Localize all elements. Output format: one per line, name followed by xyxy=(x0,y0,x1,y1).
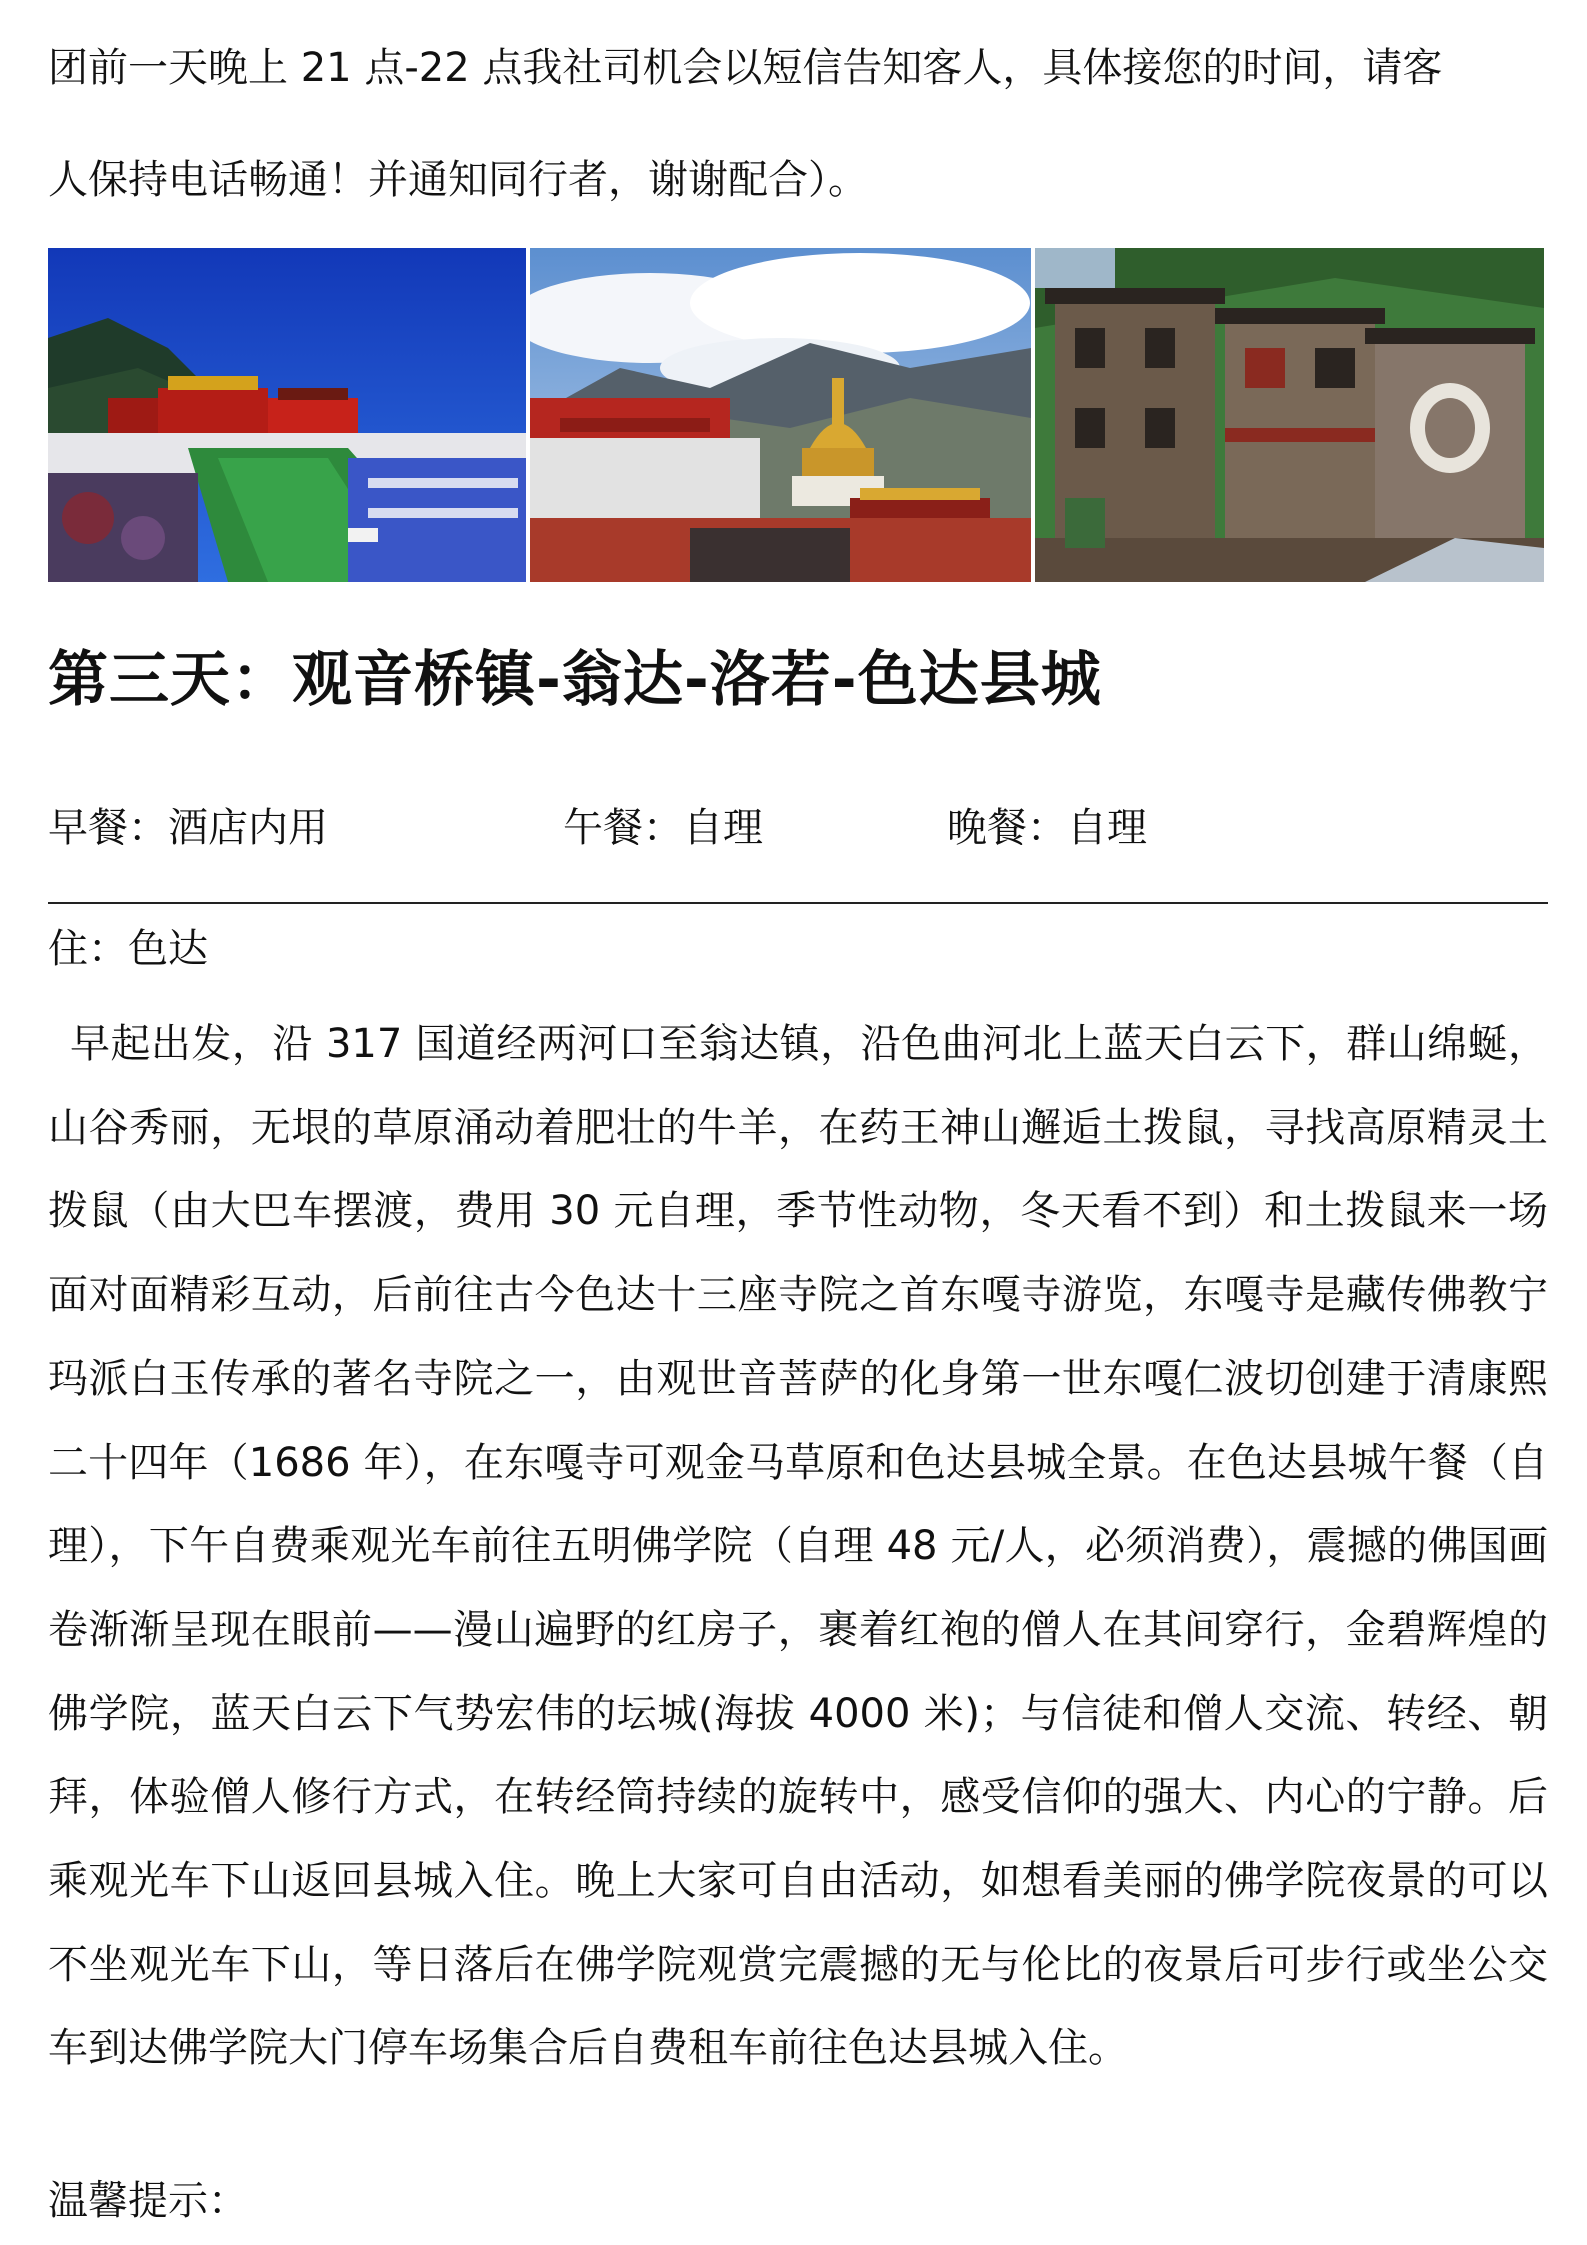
photo-stone-houses xyxy=(1035,248,1544,582)
meal-dinner: 晚餐：自理 xyxy=(947,805,1147,851)
photo-monastery xyxy=(48,248,526,582)
meal-breakfast: 早餐：酒店内用 xyxy=(48,805,328,851)
intro-line-2: 人保持电话畅通！并通知同行者，谢谢配合）。 xyxy=(48,157,868,203)
tips-label: 温馨提示： xyxy=(48,2178,248,2224)
meal-lunch: 午餐：自理 xyxy=(563,805,763,851)
intro-line-1: 团前一天晚上 21 点-22 点我社司机会以短信告知客人，具体接您的时间，请客 xyxy=(48,45,1443,91)
divider xyxy=(48,902,1548,904)
meals-row xyxy=(48,798,1548,858)
day-title: 第三天：观音桥镇-翁达-洛若-色达县城 xyxy=(48,645,1102,715)
photo-strip xyxy=(48,248,1548,582)
document-page xyxy=(48,0,1548,2224)
photo-stupa xyxy=(530,248,1031,582)
itinerary-description: 早起出发，沿 317 国道经两河口至翁达镇，沿色曲河北上蓝天白云下，群山绵蜒，山谷秀丽，无垠的草原涌动着肥壮的牛羊，在药王神山邂逅土拨鼠，寻找高原精灵土拨鼠（由大巴车摆渡，费用 30 元自理，季节性动物，冬天看不到）和土拨鼠来一场面对面精彩互动，后前往古今色达十三座寺院之首东嘎寺游览，东嘎寺是藏传佛教宁玛派白玉传承的著名寺院之一，由观世音菩萨的化身第一世东嘎仁波切创建于清康熙二十四年（1686 年），在东嘎寺可观金马草原和色达县城全景。在色达县城午餐（自理），下午自费乘观光车前往五明佛学院（自理 48 元/人，必须消费），震撼的佛国画卷渐渐呈现在眼前——漫山遍野的红房子，裹着红袍的僧人在其间穿行，金碧辉煌的佛学院，蓝天白云下气势宏伟的坛城(海拔 4000 米)；与信徒和僧人交流、转经、朝拜，体验僧人修行方式，在转经筒持续的旋转中，感受信仰的强大、内心的宁静。后乘观光车下山返回县城入住。晚上大家可自由活动，如想看美丽的佛学院夜景的可以不坐观光车下山，等日落后在佛学院观赏完震撼的无与伦比的夜景后可步行或坐公交车到达佛学院大门停车场集合后自费租车前往色达县城入住。 xyxy=(48,1021,1548,2072)
intro-paragraph xyxy=(48,0,1548,236)
accommodation: 住：色达 xyxy=(48,926,208,972)
